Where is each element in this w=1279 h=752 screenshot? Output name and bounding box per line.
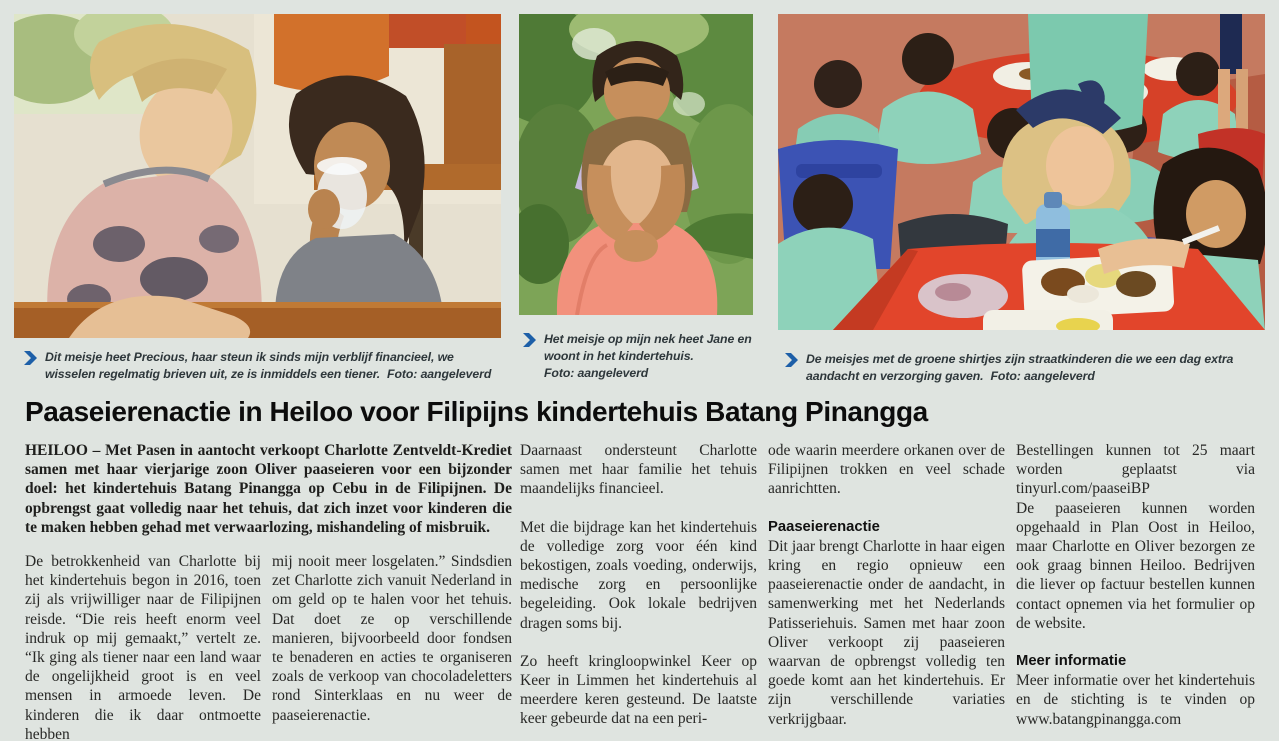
photo-feeding-children: [778, 14, 1265, 330]
caption-text: [45, 349, 498, 383]
photo-feeding-illustration: [778, 14, 1265, 330]
photo-jane-illustration: [519, 14, 753, 315]
photo-credit: Foto: aangeleverd: [544, 366, 649, 380]
article-column-1: [25, 552, 261, 741]
caption-body: Het meisje op mijn nek heet Jane en woont in het kindertehuis.: [544, 332, 752, 363]
caption-photo-jane: [523, 331, 756, 382]
paragraph: mij nooit meer losgelaten.” Sindsdien zet Charlotte zich vanuit Nederland in om geld op te halen voor het tehuis. Dat doet ze op verschillende manieren, bijvoorbeeld door fondsen te benaderen en acties te organiseren zoals de verkoop van chocoladeletters rond Sinterklaas en nu weer de paaseierenactie.: [272, 553, 512, 724]
photo-credit: Foto: aangeleverd: [387, 367, 492, 381]
article-headline: Paaseierenactie in Heiloo voor Filipijns kindertehuis Batang Pinangga: [25, 396, 928, 427]
page-bottom-margin: [0, 741, 1279, 752]
chevron-right-icon: [523, 333, 536, 347]
paragraph: ode waarin meerdere orkanen over de Filipijnen trokken en veel schade aanrichtten.: [768, 442, 1005, 498]
article-column-5: [1016, 441, 1255, 729]
article-column-2: [272, 552, 512, 725]
paragraph website-paragraph: Meer informatie over het kindertehuis en de stichting is te vinden op www.batangpinangga.com: [1016, 672, 1255, 728]
caption-body: Dit meisje heet Precious, haar steun ik sinds mijn verblijf financieel, we wisselen regelmatig brieven uit, ze is inmiddels een tiener.: [45, 350, 454, 381]
caption-text: [544, 331, 756, 382]
photo-credit: Foto: aangeleverd: [990, 369, 1095, 383]
paragraph: De betrokkenheid van Charlotte bij het kindertehuis begon in 2016, toen zij als vrijwilliger naar de Filipijnen reisde. “Die reis heeft enorm veel indruk op mij gemaakt,” vertelt ze. “Ik ging als tiener naar een land waar de ongelijkheid groot is en veel mensen in armoede leven. De kinderen die ik daar ontmoette hebben: [25, 553, 261, 741]
paragraph: Bestellingen kunnen tot 25 maart worden geplaatst via tinyurl.com/paaseiBP: [1016, 442, 1255, 498]
caption-photo-precious: [24, 349, 498, 383]
article-intro: HEILOO – Met Pasen in aantocht verkoopt Charlotte Zentveldt-Krediet samen met haar vierjarige zoon Oliver paaseieren voor een bijzonder doel: het kindertehuis Batang Pinangga op Cebu in de Filipijnen. De opbrengst gaat volledig naar het tehuis, dat zich inzet voor kinderen die te maken hebben gehad met verwaarlozing, mishandeling of misbruik.: [25, 442, 512, 536]
article-column-4: [768, 441, 1005, 729]
subheading-meer-informatie: Meer informatie: [1016, 653, 1127, 670]
paragraph: Dit jaar brengt Charlotte in haar eigen kring en regio opnieuw een paaseierenactie onder de aandacht, in samenwerking met het Nederlands Patisseriehuis. Samen met haar zoon Oliver verkoopt zij paaseieren waarvan de opbrengst volledig ten goede komt aan het kindertehuis. Er zijn verschillende variaties verkrijgbaar.: [768, 537, 1005, 728]
paragraph: De paaseieren kunnen worden opgehaald in Plan Oost in Heiloo, maar Charlotte en Oliver bezorgen ze ook graag binnen Heiloo. Bedrijven die liever op factuur bestellen kunnen contact opnemen via het formulier op de website.: [1016, 499, 1255, 632]
photo-jane-shoulders: [519, 14, 753, 315]
caption-text: [806, 351, 1265, 385]
paragraph: Met die bijdrage kan het kindertehuis de volledige zorg voor één kind bekostigen, zoals voeding, onderwijs, medische zorg en persoonlijke begeleiding. Ook lokale bedrijven dragen soms bij.: [520, 518, 757, 632]
photo-precious-drinking: [14, 14, 501, 338]
paragraph: Daarnaast ondersteunt Charlotte samen met haar familie het tehuis maandelijks financieel.: [520, 442, 757, 498]
subheading-paaseierenactie: Paaseierenactie: [768, 518, 880, 535]
caption-photo-feeding: [785, 351, 1265, 385]
article-column-3: [520, 441, 757, 729]
caption-body: De meisjes met de groene shirtjes zijn straatkinderen die we een dag extra aandacht en verzorging gaven.: [806, 352, 1234, 383]
chevron-right-icon: [785, 353, 798, 367]
chevron-right-icon: [24, 351, 37, 365]
photo-precious-illustration: [14, 14, 501, 338]
paragraph: Zo heeft kringloopwinkel Keer op Keer in Limmen het kindertehuis al meerdere keren gesteund. De laatste keer gebeurde dat na een peri-: [520, 652, 757, 728]
